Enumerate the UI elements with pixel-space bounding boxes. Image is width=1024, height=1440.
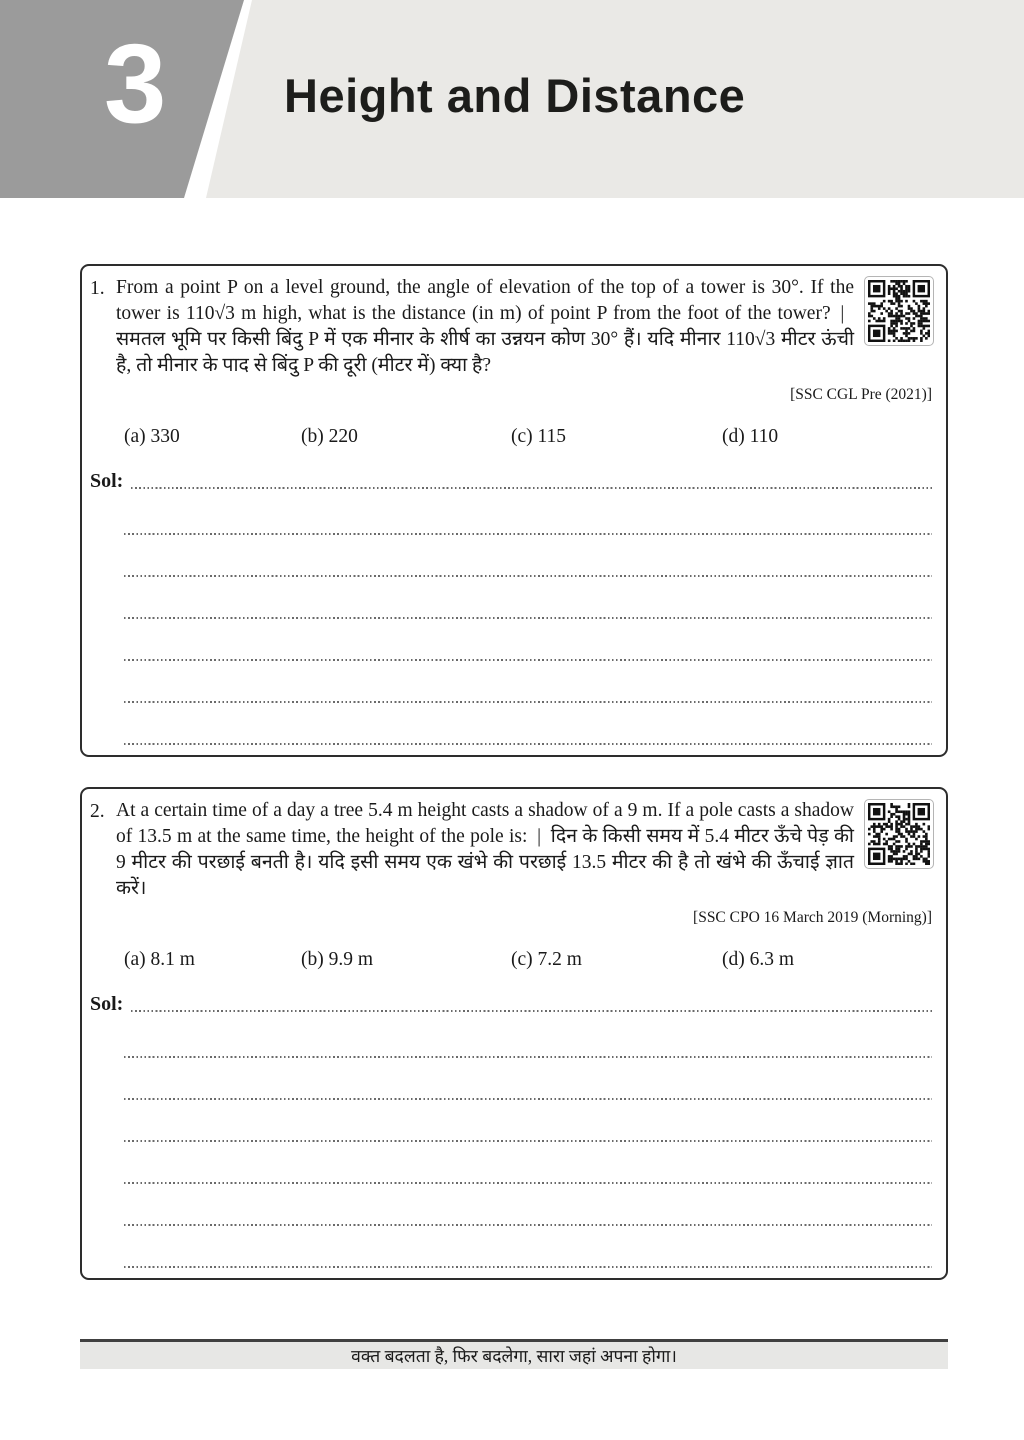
qr-code-pattern [868, 280, 930, 342]
source-tag: [SSC CPO 16 March 2019 (Morning)] [693, 909, 932, 926]
solution-line [124, 617, 932, 619]
qr-code-icon [864, 276, 934, 346]
option-d: (d) 110 [722, 426, 779, 447]
question-number: 1. [90, 278, 105, 299]
option-b: (b) 9.9 m [301, 949, 374, 970]
qr-code-pattern [868, 803, 930, 865]
solution-line [124, 1056, 932, 1058]
solution-line [131, 487, 932, 489]
footer-quote: वक्त बदलता है, फिर बदलेगा, सारा जहां अपना होगा। [351, 1345, 677, 1366]
solution-line [124, 701, 932, 703]
chapter-header [0, 0, 1024, 198]
footer-quote-bar [80, 1339, 948, 1369]
solution-label: Sol: [90, 470, 124, 492]
page-content [80, 264, 948, 1280]
question-box-2 [80, 787, 948, 1280]
solution-line [124, 1098, 932, 1100]
chapter-number: 3 [104, 21, 167, 146]
solution-line [124, 533, 932, 535]
option-b: (b) 220 [301, 426, 358, 447]
options-row [124, 426, 934, 448]
options-row [124, 949, 934, 971]
option-c: (c) 7.2 m [511, 949, 582, 970]
qr-code-icon [864, 799, 934, 869]
option-d: (d) 6.3 m [722, 949, 795, 970]
solution-line [124, 1266, 932, 1268]
solution-line [124, 1182, 932, 1184]
option-c: (c) 115 [511, 426, 567, 447]
solution-label: Sol: [90, 993, 124, 1015]
solution-line [124, 1224, 932, 1226]
question-text: From a point P on a level ground, the angle of elevation of the top of a tower is 30°. If the tower is 110√3 m high, what is the distance (in m) of point P from the foot of the tower? | समतल भूमि पर किसी बिंदु P में एक मीनार के शीर्ष का उन्नयन कोण 30° हैं। यदि मीनार 110√3 मीटर ऊंची है, तो मीनार के पाद से बिंदु P की दूरी (मीटर में) क्या है? [116, 277, 854, 376]
question-box-1 [80, 264, 948, 757]
solution-line [131, 1010, 932, 1012]
question-text: At a certain time of a day a tree 5.4 m height casts a shadow of a 9 m. If a pole casts a shadow of 13.5 m at the same time, the height of the pole is: | दिन के किसी समय में 5.4 मीटर ऊँचे पेड़ की 9 मीटर की परछाई बनती है। यदि इसी समय एक खंभे की परछाई 13.5 मीटर की है तो खंभे की ऊँचाई ज्ञात करें। [116, 800, 854, 899]
solution-line [124, 1140, 932, 1142]
question-number: 2. [90, 801, 105, 822]
option-a: (a) 8.1 m [124, 949, 195, 970]
solution-line [124, 659, 932, 661]
page-title: Height and Distance [284, 69, 746, 122]
solution-line [124, 575, 932, 577]
option-a: (a) 330 [124, 426, 180, 447]
solution-line [124, 743, 932, 745]
source-tag: [SSC CGL Pre (2021)] [790, 386, 932, 403]
